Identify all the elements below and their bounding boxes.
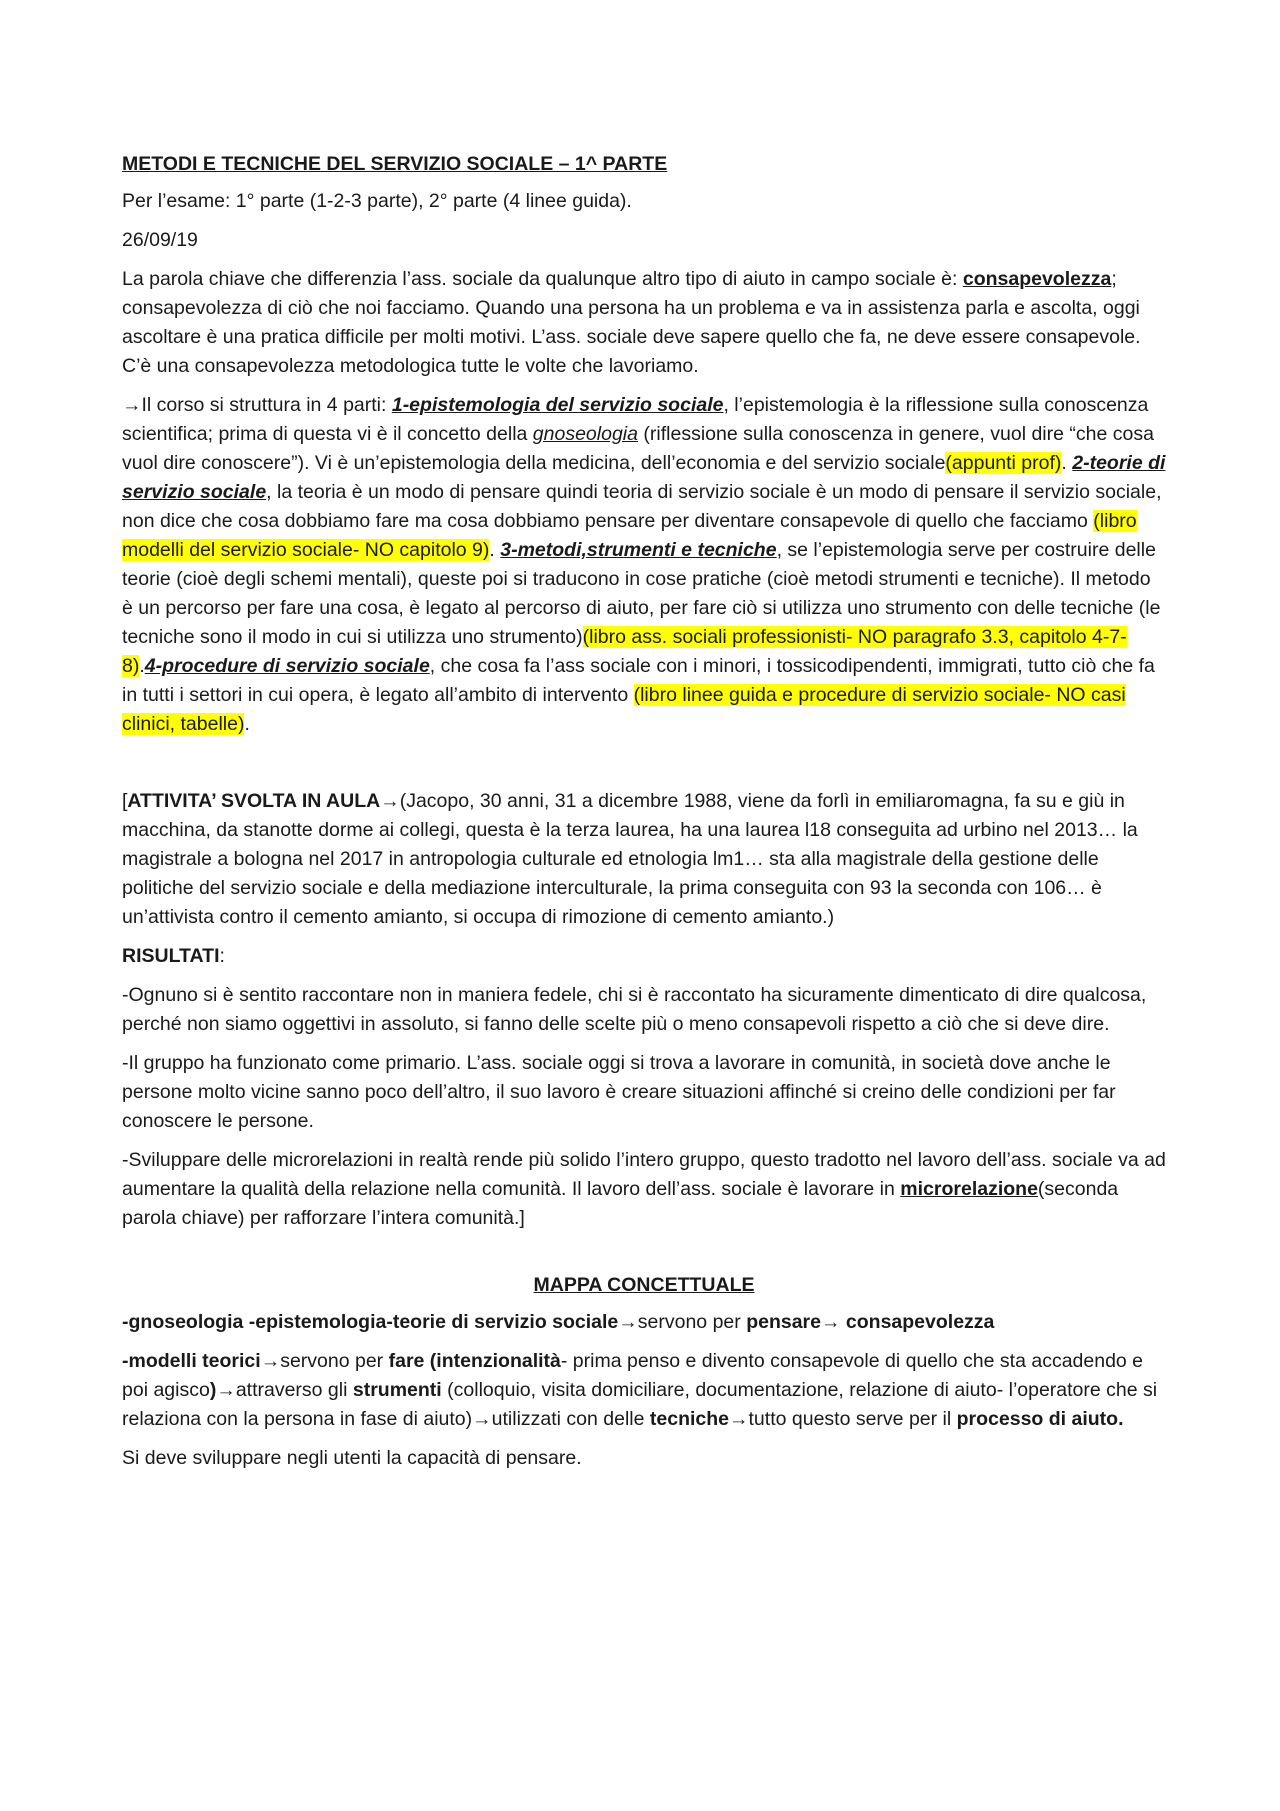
text: -gnoseologia -epistemologia-teorie di servizio sociale xyxy=(122,1311,619,1333)
text: La parola chiave che differenzia l’ass. sociale da qualunque altro tipo di aiuto in campo sociale è: xyxy=(122,268,963,290)
arrow-icon: → xyxy=(820,1311,841,1333)
concept-map-line xyxy=(122,1308,1166,1337)
text: ) xyxy=(209,1379,217,1401)
text: . xyxy=(489,539,501,561)
highlight-note: (libro modelli del servizio sociale- NO capitolo 9) xyxy=(122,510,1137,561)
text: (riflessione sulla conoscenza in genere, vuol dire “che cosa vuol dire conoscere”). Vi è un’epistemologia della medicina, dell’economia e del servizio sociale xyxy=(122,423,1154,474)
text: , se l’epistemologia serve per costruire delle teorie (cioè degli schemi mentali), queste poi si traducono in cose pratiche (cioè metodi strumenti e tecniche). Il metodo è un percorso per fare una cosa, è legato al percorso di aiuto, per fare ciò si utilizza uno strumento con delle tecniche (le tecniche sono il modo in cui si utilizza uno strumento) xyxy=(122,539,1161,648)
highlight-note: (libro ass. sociali professionisti- NO paragrafo 3.3, capitolo 4-7-8) xyxy=(122,626,1127,677)
lecture-date: 26/09/19 xyxy=(122,229,198,251)
spacer xyxy=(122,1243,1166,1271)
text: , che cosa fa l’ass sociale con i minori, i tossicodipendenti, immigrati, tutto ciò che fa in tutti i settori in cui opera, è legato all’ambito di intervento xyxy=(122,655,1155,706)
text: -modelli teorici xyxy=(122,1350,261,1372)
activity-paragraph xyxy=(122,787,1166,932)
text: servono per xyxy=(280,1350,389,1372)
activity-label: ATTIVITA’ SVOLTA IN AULA xyxy=(127,790,381,812)
concept-map-line xyxy=(122,1347,1166,1434)
part-2-heading: 2-teorie di servizio sociale xyxy=(122,452,1166,503)
concept-map-title: MAPPA CONCETTUALE xyxy=(533,1274,755,1296)
document-page xyxy=(122,150,1166,1483)
text: tutto questo serve per il xyxy=(748,1408,957,1430)
result-item xyxy=(122,1146,1166,1233)
arrow-icon: → xyxy=(472,1408,492,1430)
text: , l’epistemologia è la riflessione sulla conoscenza scientifica; prima di questa vi è il concetto della xyxy=(122,394,1149,445)
text: [ xyxy=(122,790,128,812)
arrow-icon: → xyxy=(380,790,400,812)
text: attraverso gli xyxy=(235,1379,353,1401)
keyword-microrelazione: microrelazione xyxy=(900,1178,1038,1200)
part-3-heading: 3-metodi,strumenti e tecniche xyxy=(500,539,777,561)
term-gnoseologia: gnoseologia xyxy=(532,423,638,445)
text: : xyxy=(219,945,225,967)
text: strumenti xyxy=(352,1379,442,1401)
part-1-heading: 1-epistemologia del servizio sociale xyxy=(391,394,724,416)
arrow-icon: → xyxy=(260,1350,281,1372)
document-title: METODI E TECNICHE DEL SERVIZIO SOCIALE – 1^ PARTE xyxy=(122,153,668,175)
text: processo di aiuto. xyxy=(956,1408,1124,1430)
arrow-icon: → xyxy=(122,394,142,416)
result-item: -Ognuno si è sentito raccontare non in maniera fedele, chi si è raccontato ha sicuramente dimenticato di dire qualcosa, perché non siamo oggettivi in assoluto, si fanno delle scelte più o meno consapevoli rispetto a ciò che si deve dire. xyxy=(122,984,1147,1035)
keyword-consapevolezza: consapevolezza xyxy=(962,268,1112,290)
arrow-icon: → xyxy=(729,1408,749,1430)
arrow-icon: → xyxy=(216,1379,236,1401)
spacer xyxy=(122,749,1166,787)
text: -Sviluppare delle microrelazioni in realtà rende più solido l’intero gruppo, questo tradotto nel lavoro dell’ass. sociale va ad aumentare la qualità della relazione nella comunità. Il lavoro dell’ass. sociale è lavorare in xyxy=(122,1149,1166,1200)
course-structure-paragraph xyxy=(122,391,1166,739)
exam-note: Per l’esame: 1° parte (1-2-3 parte), 2° parte (4 linee guida). xyxy=(122,190,632,212)
text: . xyxy=(1061,452,1073,474)
results-label: RISULTATI xyxy=(122,945,220,967)
text: ; consapevolezza di ciò che noi facciamo. Quando una persona ha un problema e va in assistenza parla e ascolta, oggi ascoltare è una pratica difficile per molti motivi. L’ass. sociale deve sapere quello che fa, ne deve essere consapevole. C’è una consapevolezza metodologica tutte le volte che lavoriamo. xyxy=(122,268,1141,377)
text: consapevolezza xyxy=(840,1311,995,1333)
text: utilizzati con delle xyxy=(491,1408,650,1430)
text: servono per xyxy=(637,1311,747,1333)
part-4-heading: 4-procedure di servizio sociale xyxy=(144,655,430,677)
text: Il corso si struttura in 4 parti: xyxy=(141,394,392,416)
closing-sentence: Si deve sviluppare negli utenti la capacità di pensare. xyxy=(122,1447,582,1469)
text: . xyxy=(139,655,145,677)
text: fare (intenzionalità xyxy=(388,1350,561,1372)
result-item: -Il gruppo ha funzionato come primario. L’ass. sociale oggi si trova a lavorare in comunità, in società dove anche le persone molto vicine sanno poco dell’altro, il suo lavoro è creare situazioni affinché si creino delle condizioni per far conoscere le persone. xyxy=(122,1052,1116,1132)
text: pensare xyxy=(746,1311,821,1333)
text: (seconda parola chiave) per rafforzare l’intera comunità.] xyxy=(122,1178,1119,1229)
highlight-note: (libro linee guida e procedure di servizio sociale- NO casi clinici, tabelle) xyxy=(122,684,1126,735)
text: (Jacopo, 30 anni, 31 a dicembre 1988, viene da forlì in emiliaromagna, fa su e giù in macchina, da stanotte dorme ai collegi, questa è la terza laurea, ha una laurea l18 conseguita ad urbino nel 2013… la magistrale a bologna nel 2017 in antropologia culturale ed etnologia lm1… sta alla magistrale della gestione delle politiche del servizio sociale e della mediazione interculturale, la prima conseguita con 93 la seconda con 106… è un’attivista contro il cemento amianto, si occupa di rimozione di cemento amianto.) xyxy=(122,790,1138,928)
text: . xyxy=(244,713,250,735)
text: tecniche xyxy=(649,1408,730,1430)
intro-paragraph xyxy=(122,265,1166,381)
results-heading xyxy=(122,942,1166,971)
highlight-note: (appunti prof) xyxy=(945,452,1062,474)
arrow-icon: → xyxy=(618,1311,638,1333)
text: (colloquio, visita domiciliare, documentazione, relazione di aiuto- l’operatore che si relaziona con la persona in fase di aiuto) xyxy=(122,1379,1158,1430)
text: , la teoria è un modo di pensare quindi teoria di servizio sociale è un modo di pensare il servizio sociale, non dice che cosa dobbiamo fare ma cosa dobbiamo pensare per diventare consapevole di quello che facciamo xyxy=(122,481,1162,532)
text: - prima penso e divento consapevole di quello che sta accadendo e poi agisco xyxy=(122,1350,1144,1401)
